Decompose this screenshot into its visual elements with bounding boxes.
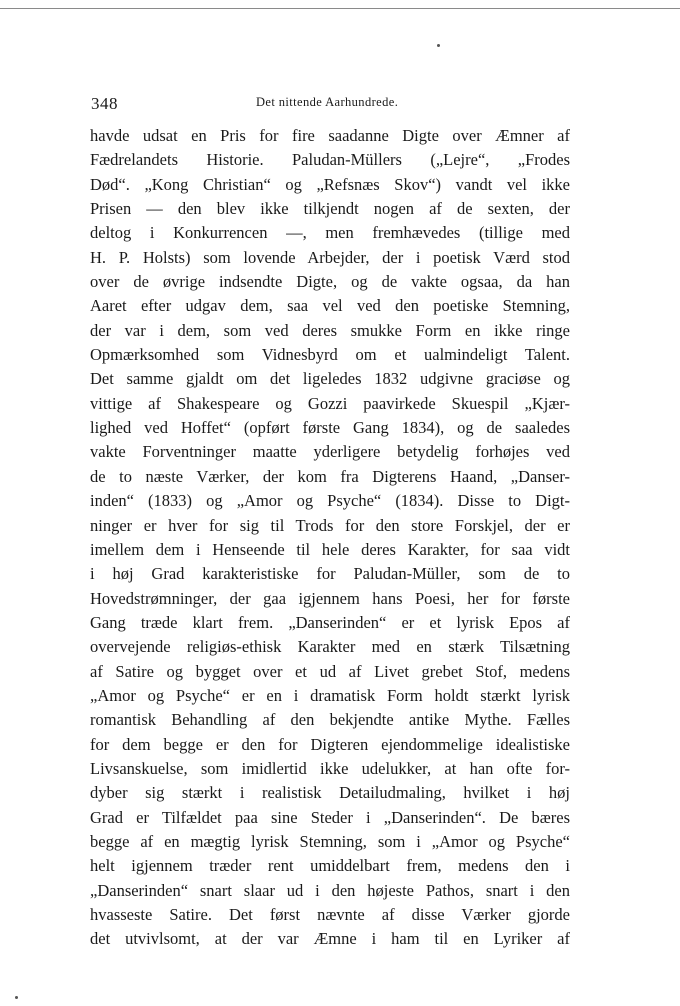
text-line: begge af en mægtig lyrisk Stemning, som i „Amor og Psyche“ (90, 831, 570, 851)
text-line: Gang træde klart frem. „Danserinden“ er et lyrisk Epos af (90, 612, 570, 632)
text-line: for dem begge er den for Digteren ejendommelige idealistiske (90, 734, 570, 754)
text-line: Grad er Tilfældet paa sine Steder i „Danserinden“. De bæres (90, 807, 570, 827)
text-line: inden“ (1833) og „Amor og Psyche“ (1834). Disse to Digt- (90, 491, 570, 511)
text-line: Det samme gjaldt om det ligeledes 1832 udgivne graciøse og (90, 369, 570, 389)
text-line: havde udsat en Pris for fire saadanne Digte over Æmner af (90, 126, 570, 145)
text-line: Aaret efter udgav dem, saa vel ved den poetiske Stemning, (90, 296, 570, 316)
text-line: Prisen — den blev ikke tilkjendt nogen af de sexten, der (90, 199, 570, 219)
text-line: der var i dem, som ved deres smukke Form en ikke ringe (90, 320, 570, 340)
text-line: helt igjennem træder rent umiddelbart frem, medens den i (90, 856, 570, 876)
text-line: Opmærksomhed som Vidnesbyrd om et ualmindeligt Talent. (90, 345, 570, 365)
running-head: Det nittende Aarhundrede. (256, 95, 399, 109)
text-line: overvejende religiøs-ethisk Karakter med en stærk Tilsætning (90, 637, 570, 657)
text-line: romantisk Behandling af den bekjendte antike Mythe. Fælles (90, 710, 570, 730)
page-number: 348 (91, 94, 118, 113)
paper-speck (15, 996, 18, 999)
text-line: „Danserinden“ snart slaar ud i den højeste Pathos, snart i den (90, 880, 570, 900)
text-line: ninger er hver for sig til Trods for den store Forskjel, der er (90, 515, 570, 535)
text-line: H. P. Holsts) som lovende Arbejder, der i poetisk Værd stod (90, 247, 570, 267)
page-header (91, 94, 571, 116)
text-line: Død“. „Kong Christian“ og „Refsnæs Skov“) vandt vel ikke (90, 174, 570, 194)
text-line: imellem dem i Henseende til hele deres Karakter, for saa vidt (90, 539, 570, 559)
text-line: Fædrelandets Historie. Paludan-Müllers („Lejre“, „Frodes (90, 150, 570, 170)
text-line: Livsanskuelse, som imidlertid ikke udelukker, at han ofte for- (90, 758, 570, 778)
text-line: over de øvrige indsendte Digte, og de vakte ogsaa, da han (90, 272, 570, 292)
text-line: deltog i Konkurrencen —, men fremhævedes (tillige med (90, 223, 570, 243)
text-line: dyber sig stærkt i realistisk Detailudmaling, hvilket i høj (90, 783, 570, 803)
text-line: Hovedstrømninger, der gaa igjennem hans Poesi, her for første (90, 588, 570, 608)
text-line: af Satire og bygget over et ud af Livet grebet Stof, medens (90, 661, 570, 681)
text-line: hvasseste Satire. Det først nævnte af disse Værker gjorde (90, 905, 570, 924)
text-line: vakte Forventninger maatte yderligere betydelig forhøjes ved (90, 442, 570, 462)
paper-speck (437, 44, 440, 47)
text-line: „Amor og Psyche“ er en i dramatisk Form holdt stærkt lyrisk (90, 685, 570, 705)
text-line: lighed ved Hoffet“ (opført første Gang 1834), og de saaledes (90, 418, 570, 438)
top-edge-rule (0, 8, 680, 9)
text-line: vittige af Shakespeare og Gozzi paavirkede Skuespil „Kjær- (90, 393, 570, 413)
body-text (90, 124, 570, 952)
text-line: de to næste Værker, der kom fra Digterens Haand, „Danser- (90, 466, 570, 486)
text-line: det utvivlsomt, at der var Æmne i ham til en Lyriker af (90, 929, 570, 949)
text-line: i høj Grad karakteristiske for Paludan-Müller, som de to (90, 564, 570, 584)
